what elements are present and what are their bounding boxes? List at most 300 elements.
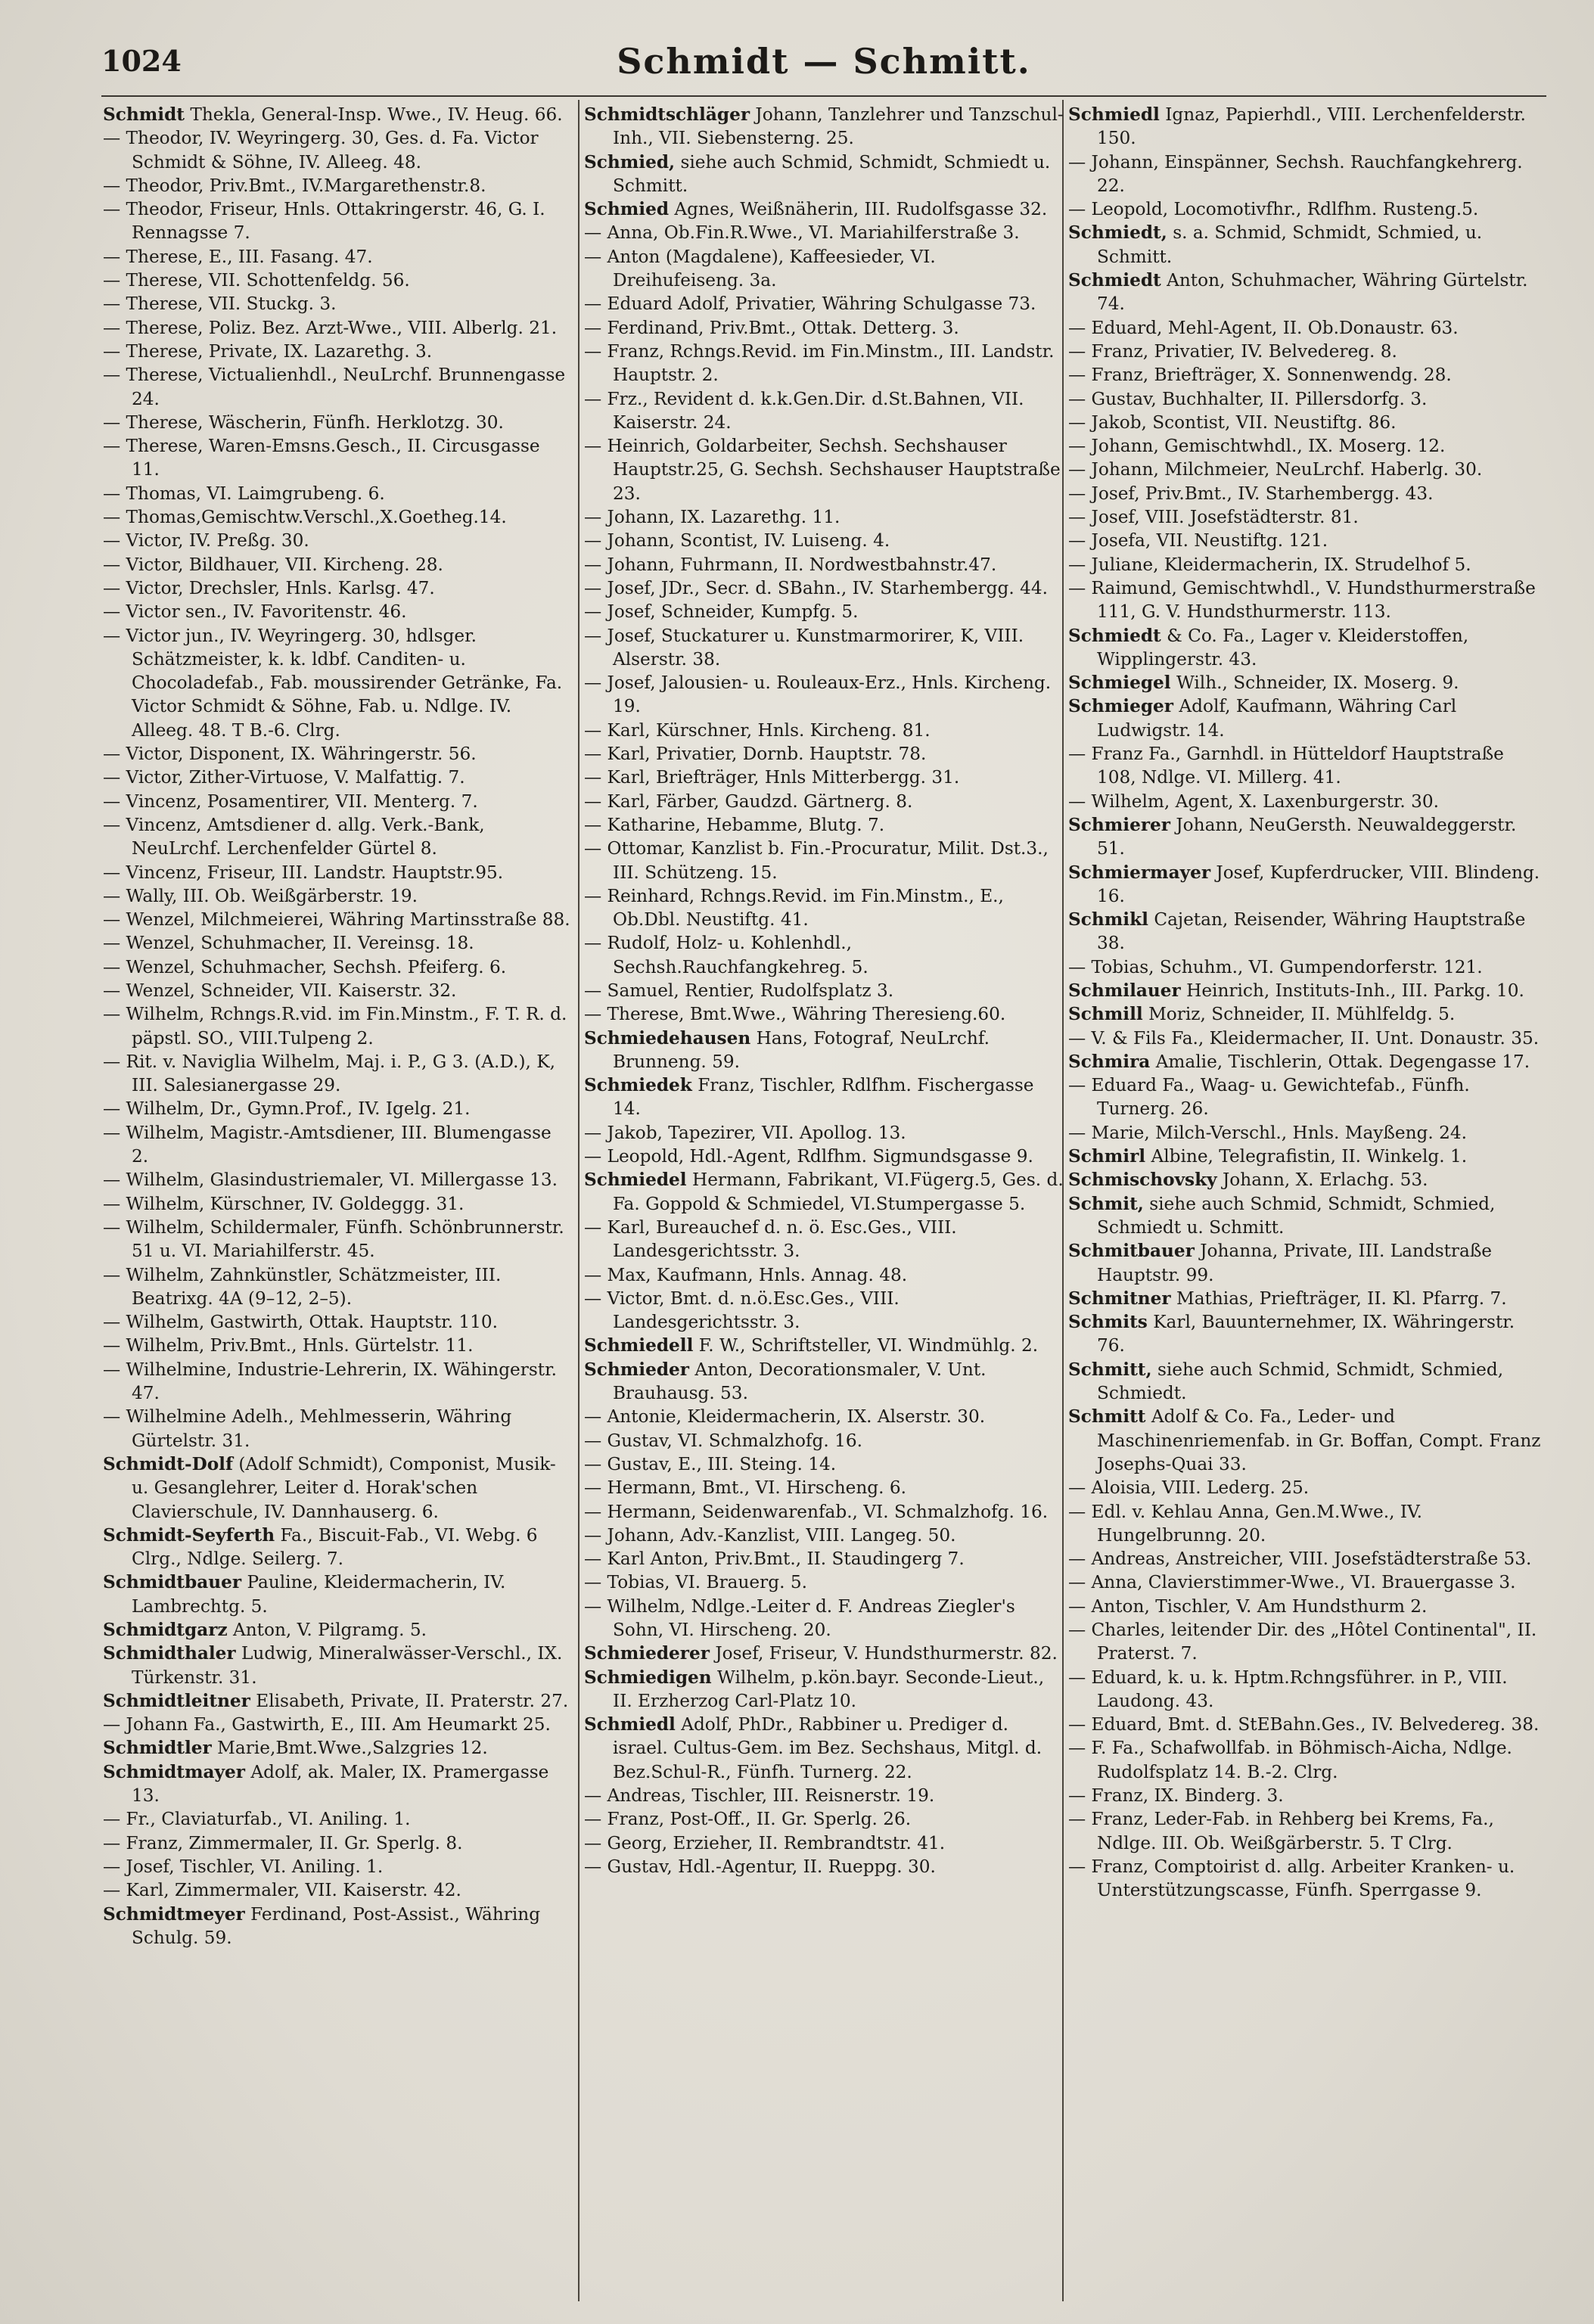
entry-text: — Karl, Briefträger, Hnls Mitterbergg. 31. (584, 767, 960, 788)
directory-entry (584, 245, 1065, 293)
entry-text: — Rudolf, Holz- u. Kohlenhdl., Sechsh.Rauchfangkehreg. 5. (584, 933, 868, 977)
directory-entry (584, 1145, 1065, 1168)
directory-entry (1068, 269, 1546, 316)
entry-text: Adolf, Kaufmann, Währing Carl Ludwigstr. 14. (1097, 696, 1457, 741)
entry-text: siehe auch Schmid, Schmidt, Schmiedt u. Schmitt. (613, 151, 1051, 196)
entry-text: — Wilhelm, Zahnkünstler, Schätzmeister, III. Beatrixg. 4A (9–12, 2–5). (103, 1264, 502, 1309)
running-head: Schmidt — Schmitt. (617, 41, 1031, 82)
directory-entry (1068, 955, 1546, 979)
column-divider (578, 100, 579, 2301)
directory-entry (103, 1358, 570, 1406)
directory-entry (584, 197, 1065, 221)
entry-text: — Wilhelmine, Industrie-Lehrerin, IX. Wähingerstr. 47. (103, 1359, 557, 1404)
entry-text: Heinrich, Instituts-Inh., III. Parkg. 10. (1186, 980, 1524, 1001)
directory-entry (103, 955, 570, 979)
directory-entry (1068, 1547, 1546, 1571)
entry-text: — Tobias, Schuhm., VI. Gumpendorferstr. 121. (1068, 956, 1483, 977)
entry-text: Albine, Telegrafistin, II. Winkelg. 1. (1151, 1146, 1468, 1167)
entry-text: — Therese, Waren-Emsns.Gesch., II. Circusgasse 11. (103, 436, 540, 480)
entry-surname: Schmiedt (1068, 625, 1161, 646)
entry-text: Wilh., Schneider, IX. Moserg. 9. (1176, 673, 1459, 694)
directory-entry (103, 1524, 570, 1571)
entry-text: Adolf, PhDr., Rabbiner u. Prediger d. israel. Cultus-Gem. im Bez. Sechshaus, Mitgl. d. Bez.Schul-R., Fünfh. Turnerg. 22. (613, 1714, 1042, 1782)
entry-text: Adolf & Co. Fa., Leder- und Maschinenriemenfab. in Gr. Boffan, Compt. Franz Josephs-Quai 33. (1097, 1406, 1541, 1474)
directory-entry (584, 151, 1065, 198)
entry-text: — Jakob, Scontist, VII. Neustiftg. 86. (1068, 412, 1397, 433)
entry-surname: Schmidt-Dolf (103, 1453, 233, 1474)
directory-entry (1068, 1713, 1546, 1736)
entry-text: Marie,Bmt.Wwe.,Salzgries 12. (217, 1738, 488, 1759)
entry-text: — Anna, Clavierstimmer-Wwe., VI. Brauergasse 3. (1068, 1572, 1516, 1593)
directory-entry (103, 1832, 570, 1855)
entry-text: — Franz, Comptoirist d. allg. Arbeiter Kranken- u. Unterstützungscasse, Fünfh. Sperrgasse 9. (1068, 1856, 1515, 1901)
entry-surname: Schmirl (1068, 1146, 1146, 1167)
entry-text: — Andreas, Tischler, III. Reisnerstr. 19. (584, 1785, 935, 1807)
directory-entry (1068, 1736, 1546, 1784)
entry-text: — Therese, Bmt.Wwe., Währing Theresieng.60. (584, 1004, 1006, 1025)
entry-text: — Johann, Fuhrmann, II. Nordwestbahnstr.47. (584, 554, 997, 575)
directory-entry (103, 1736, 570, 1760)
entry-text: — Therese, VII. Stuckg. 3. (103, 294, 337, 315)
entry-text: Mathias, Priefträger, II. Kl. Pfarrg. 7. (1176, 1288, 1507, 1309)
directory-entry (103, 790, 570, 813)
directory-entry (584, 1547, 1065, 1571)
entry-surname: Schmidtbauer (103, 1572, 242, 1593)
entry-text: — Gustav, Hdl.-Agentur, II. Rueppg. 30. (584, 1856, 936, 1877)
directory-entry (584, 1524, 1065, 1547)
directory-entry (103, 197, 570, 245)
directory-entry (1068, 1595, 1546, 1618)
directory-entry (1068, 1027, 1546, 1050)
entry-text: — Wenzel, Schuhmacher, II. Vereinsg. 18. (103, 933, 474, 954)
entry-text: — Hermann, Seidenwarenfab., VI. Schmalzhofg. 16. (584, 1501, 1049, 1522)
entry-text: — Wilhelm, Ndlge.-Leiter d. F. Andreas Ziegler's Sohn, VI. Hirscheng. 20. (584, 1595, 1015, 1640)
directory-entry (103, 245, 570, 269)
entry-text: — Jakob, Tapezirer, VII. Apollog. 13. (584, 1122, 906, 1143)
page-number: 1024 (101, 44, 182, 78)
entry-text: — Josef, Tischler, VI. Aniling. 1. (103, 1856, 384, 1877)
directory-entry (584, 1121, 1065, 1145)
directory-entry (584, 1855, 1065, 1878)
directory-entry (1068, 553, 1546, 576)
directory-entry (1068, 624, 1546, 672)
entry-text: Adolf, ak. Maler, IX. Pramergasse 13. (132, 1761, 549, 1807)
entry-text: Thekla, General-Insp. Wwe., IV. Heug. 66. (190, 104, 563, 125)
directory-entry (584, 884, 1065, 932)
entry-text: — Josef, JDr., Secr. d. SBahn., IV. Starhembergg. 44. (584, 577, 1048, 598)
directory-entry (103, 269, 570, 292)
entry-surname: Schmill (1068, 1004, 1143, 1025)
entry-text: — Karl, Kürschner, Hnls. Kircheng. 81. (584, 719, 931, 741)
entry-text: Johann, X. Erlachg. 53. (1223, 1170, 1428, 1191)
entry-text: — Georg, Erzieher, II. Rembrandtstr. 41. (584, 1832, 946, 1853)
entry-surname: Schmiederer (584, 1643, 710, 1664)
entry-text: — Theodor, Priv.Bmt., IV.Margarethenstr.8. (103, 175, 486, 196)
entry-text: — Karl, Privatier, Dornb. Hauptstr. 78. (584, 744, 927, 765)
directory-entry (584, 576, 1065, 600)
entry-text: — Tobias, VI. Brauerg. 5. (584, 1572, 807, 1593)
entry-text: — Leopold, Hdl.-Agent, Rdlfhm. Sigmundsgasse 9. (584, 1146, 1033, 1167)
directory-entry (103, 1168, 570, 1192)
entry-text: — Max, Kaufmann, Hnls. Annag. 48. (584, 1264, 908, 1285)
directory-entry (103, 576, 570, 600)
entry-text: — Josef, Stuckaturer u. Kunstmarmorirer, K, VIII. Alserstr. 38. (584, 625, 1024, 670)
entry-surname: Schmiedl (1068, 104, 1160, 125)
directory-entry (103, 600, 570, 623)
entry-surname: Schmidtler (103, 1738, 212, 1759)
entry-surname: Schmidtmeyer (103, 1903, 245, 1925)
directory-entry (103, 766, 570, 789)
entry-text: — Charles, leitender Dir. des „Hôtel Continental", II. Praterst. 7. (1068, 1620, 1537, 1664)
entry-surname: Schmiedigen (584, 1667, 712, 1688)
entry-surname: Schmitt, (1068, 1359, 1152, 1380)
entry-text: — Gustav, E., III. Steing. 14. (584, 1453, 837, 1474)
entry-text: — Wenzel, Milchmeierei, Währing Martinsstraße 88. (103, 909, 570, 931)
directory-entry (584, 742, 1065, 766)
entry-text: Pauline, Kleidermacherin, IV. Lambrechtg. 5. (132, 1572, 506, 1617)
directory-entry (103, 1097, 570, 1120)
entry-text: Ignaz, Papierhdl., VIII. Lerchenfelderstr. 150. (1097, 104, 1526, 149)
directory-entry (584, 1571, 1065, 1594)
entry-surname: Schmiedel (584, 1170, 687, 1191)
directory-entry (584, 1168, 1065, 1216)
directory-entry (584, 600, 1065, 623)
entry-text: — Josef, Jalousien- u. Rouleaux-Erz., Hnls. Kircheng. 19. (584, 673, 1052, 717)
directory-entry (103, 1903, 570, 1950)
directory-entry (1068, 1807, 1546, 1855)
entry-text: — Thomas, VI. Laimgrubeng. 6. (103, 483, 385, 504)
directory-entry (103, 1216, 570, 1263)
directory-entry (1068, 1358, 1546, 1406)
directory-entry (103, 1878, 570, 1902)
directory-entry (1068, 694, 1546, 742)
directory-entry (103, 103, 570, 126)
directory-entry (103, 931, 570, 955)
entry-text: siehe auch Schmid, Schmidt, Schmied, Schmiedt. (1097, 1359, 1504, 1404)
entry-surname: Schmidtleitner (103, 1690, 250, 1711)
directory-entry (103, 1855, 570, 1878)
directory-entry (1068, 458, 1546, 481)
entry-text: — Juliane, Kleidermacherin, IX. Strudelhof 5. (1068, 554, 1471, 575)
entry-surname: Schmiedell (584, 1335, 694, 1356)
entry-text: — Vincenz, Posamentirer, VII. Menterg. 7. (103, 791, 478, 812)
directory-entry (1068, 742, 1546, 790)
directory-entry (584, 1263, 1065, 1287)
entry-text: Franz, Tischler, Rdlfhm. Fischergasse 14. (613, 1075, 1034, 1120)
entry-text: — Johann, Einspänner, Sechsh. Rauchfangkehrerg. 22. (1068, 151, 1523, 196)
entry-text: Ludwig, Mineralwässer-Verschl., IX. Türkenstr. 31. (132, 1643, 563, 1688)
entry-text: — Johann Fa., Gastwirth, E., III. Am Heumarkt 25. (103, 1714, 551, 1735)
entry-text: Wilhelm, p.kön.bayr. Seconde-Lieut., II. Erzherzog Carl-Platz 10. (613, 1667, 1045, 1711)
directory-entry (103, 482, 570, 505)
directory-entry (103, 1121, 570, 1169)
entry-surname: Schmikl (1068, 909, 1148, 931)
directory-entry (1068, 1855, 1546, 1903)
entry-surname: Schmitbauer (1068, 1241, 1195, 1262)
entry-text: — Ferdinand, Priv.Bmt., Ottak. Detterg. 3. (584, 317, 959, 338)
directory-entry (584, 790, 1065, 813)
entry-text: — Frz., Revident d. k.k.Gen.Dir. d.St.Bahnen, VII. Kaiserstr. 24. (584, 388, 1024, 433)
entry-text: — Eduard, Bmt. d. StEBahn.Ges., IV. Belvedereg. 38. (1068, 1714, 1540, 1735)
directory-entry (584, 505, 1065, 529)
entry-text: Anton, Decorationsmaler, V. Unt. Brauhausg. 53. (613, 1359, 987, 1404)
directory-entry (1068, 103, 1546, 151)
entry-text: — Wilhelm, Gastwirth, Ottak. Hauptstr. 110. (103, 1312, 499, 1333)
directory-entry (103, 434, 570, 482)
entry-text: — V. & Fils Fa., Kleidermacher, II. Unt. Donaustr. 35. (1068, 1027, 1540, 1049)
entry-surname: Schmiedl (584, 1714, 676, 1735)
entry-text: Elisabeth, Private, II. Praterstr. 27. (256, 1690, 569, 1711)
entry-text: — Wilhelm, Priv.Bmt., Hnls. Gürtelstr. 11. (103, 1335, 474, 1356)
entry-text: — Eduard, Mehl-Agent, II. Ob.Donaustr. 63. (1068, 317, 1459, 338)
directory-entry (103, 1263, 570, 1311)
directory-entry (1068, 363, 1546, 387)
directory-entry (1068, 316, 1546, 340)
entry-text: Anton, V. Pilgramg. 5. (233, 1620, 427, 1640)
directory-entry (584, 1334, 1065, 1357)
entry-text: — Franz, Briefträger, X. Sonnenwendg. 28. (1068, 365, 1452, 386)
entry-text: (Adolf Schmidt), Componist, Musik- u. Gesanglehrer, Leiter d. Horak'schen Clavierschule, IV. Dannhauserg. 6. (132, 1453, 556, 1522)
entry-text: Josef, Friseur, V. Hundsthurmerstr. 82. (715, 1643, 1058, 1664)
entry-text: — Wilhelm, Schildermaler, Fünfh. Schönbrunnerstr. 51 u. VI. Mariahilferstr. 45. (103, 1216, 564, 1262)
entry-text: — Therese, VII. Schottenfeldg. 56. (103, 270, 410, 291)
directory-entry (1068, 1287, 1546, 1310)
entry-text: — Raimund, Gemischtwhdl., V. Hundsthurmerstraße 111, G. V. Hundsthurmerstr. 113. (1068, 577, 1536, 623)
entry-text: — Therese, Poliz. Bez. Arzt-Wwe., VIII. Alberlg. 21. (103, 317, 558, 338)
directory-entry (103, 1807, 570, 1831)
entry-surname: Schmitner (1068, 1288, 1171, 1309)
entry-text: — Katharine, Hebamme, Blutg. 7. (584, 814, 885, 835)
entry-text: Anton, Schuhmacher, Währing Gürtelstr. 74. (1097, 270, 1528, 315)
entry-text: Cajetan, Reisender, Währing Hauptstraße 38. (1097, 909, 1526, 954)
directory-entry (1068, 576, 1546, 624)
directory-entry (584, 1595, 1065, 1642)
directory-entry (1068, 1405, 1546, 1476)
directory-entry (1068, 1168, 1546, 1192)
entry-text: — F. Fa., Schafwollfab. in Böhmisch-Aicha, Ndlge. Rudolfsplatz 14. B.-2. Clrg. (1068, 1738, 1512, 1782)
entry-text: — Johann, Adv.-Kanzlist, VIII. Langeg. 50. (584, 1524, 956, 1546)
entry-text: — Hermann, Bmt., VI. Hirscheng. 6. (584, 1477, 907, 1499)
directory-entry (103, 624, 570, 742)
entry-text: & Co. Fa., Lager v. Kleiderstoffen, Wipplingerstr. 43. (1097, 625, 1469, 670)
entry-text: — Victor, Zither-Virtuose, V. Malfattig. 7. (103, 767, 465, 788)
entry-text: — Karl Anton, Priv.Bmt., II. Staudingerg 7. (584, 1549, 965, 1570)
entry-text: — Wenzel, Schneider, VII. Kaiserstr. 32. (103, 980, 457, 1001)
entry-text: — Antonie, Kleidermacherin, IX. Alserstr. 30. (584, 1406, 986, 1428)
directory-entry (1068, 1073, 1546, 1121)
directory-entry (1068, 813, 1546, 861)
directory-entry (103, 529, 570, 552)
entry-text: Josef, Kupferdrucker, VIII. Blindeng. 16. (1097, 862, 1540, 906)
directory-entry (103, 1405, 570, 1452)
entry-text: — Marie, Milch-Verschl., Hnls. Mayßeng. 24. (1068, 1122, 1467, 1143)
directory-entry (103, 884, 570, 908)
entry-surname: Schmidthaler (103, 1643, 236, 1664)
entry-text: — Franz, Zimmermaler, II. Gr. Sperlg. 8. (103, 1832, 463, 1853)
entry-text: — Therese, Victualienhdl., NeuLrchf. Brunnengasse 24. (103, 365, 566, 409)
directory-entry (1068, 529, 1546, 552)
directory-entry (584, 671, 1065, 719)
directory-entry (584, 1216, 1065, 1263)
entry-text: — Therese, Wäscherin, Fünfh. Herklotzg. 30. (103, 412, 504, 433)
directory-entry (1068, 1002, 1546, 1026)
entry-text: — Josef, VIII. Josefstädterstr. 81. (1068, 507, 1359, 528)
entry-text: — Victor jun., IV. Weyringerg. 30, hdlsger. Schätzmeister, k. k. ldbf. Canditen- u. Chocoladefab., Fab. moussirender Getränke, Fa. Victor Schmidt & Söhne, Fab. u. Ndlge. IV. Alleeg. 48. T B.-6. Clrg. (103, 625, 563, 741)
entry-text: — Andreas, Anstreicher, VIII. Josefstädterstraße 53. (1068, 1549, 1532, 1570)
directory-entry (584, 1027, 1065, 1074)
column-1 (103, 103, 570, 2289)
entry-text: Karl, Bauunternehmer, IX. Währingerstr. 76. (1097, 1312, 1515, 1356)
entry-text: Johanna, Private, III. Landstraße Hauptstr. 99. (1097, 1241, 1493, 1285)
entry-text: — Wilhelm, Kürschner, IV. Goldeggg. 31. (103, 1193, 465, 1214)
entry-text: — Johann, Scontist, IV. Luiseng. 4. (584, 530, 890, 551)
directory-entry (103, 505, 570, 529)
directory-entry (103, 340, 570, 363)
entry-text: Johann, Tanzlehrer und Tanzschul-Inh., VII. Siebensterng. 25. (613, 104, 1064, 149)
directory-entry (1068, 151, 1546, 198)
directory-entry (103, 553, 570, 576)
directory-entry (1068, 1571, 1546, 1594)
entry-text: Hermann, Fabrikant, VI.Fügerg.5, Ges. d. Fa. Goppold & Schmiedel, VI.Stumpergasse 5. (613, 1170, 1064, 1214)
entry-text: — Victor, Bmt. d. n.ö.Esc.Ges., VIII. Landesgerichtsstr. 3. (584, 1288, 900, 1333)
directory-entry (103, 292, 570, 315)
entry-text: — Franz, IX. Binderg. 3. (1068, 1785, 1284, 1807)
entry-text: Fa., Biscuit-Fab., VI. Webg. 6 Clrg., Ndlge. Seilerg. 7. (132, 1524, 538, 1570)
entry-text: — Josefa, VII. Neustiftg. 121. (1068, 530, 1328, 551)
entry-text: — Anton, Tischler, V. Am Hundsthurm 2. (1068, 1595, 1428, 1617)
directory-entry (1068, 1050, 1546, 1073)
entry-text: — Karl, Zimmermaler, VII. Kaiserstr. 42. (103, 1880, 461, 1901)
entry-surname: Schmiedek (584, 1075, 692, 1096)
entry-text: — Karl, Färber, Gaudzd. Gärtnerg. 8. (584, 791, 913, 812)
entry-surname: Schmilauer (1068, 980, 1181, 1001)
entry-text: — Victor, Drechsler, Hnls. Karlsg. 47. (103, 577, 435, 598)
entry-surname: Schmiedt, (1068, 222, 1167, 244)
entry-text: — Leopold, Locomotivfhr., Rdlfhm. Rusteng.5. (1068, 199, 1479, 220)
entry-text: — Eduard, k. u. k. Hptm.Rchngsführer. in P., VIII. Laudong. 43. (1068, 1667, 1508, 1711)
entry-text: — Fr., Claviaturfab., VI. Aniling. 1. (103, 1809, 411, 1830)
entry-text: — Victor, IV. Preßg. 30. (103, 530, 309, 551)
entry-surname: Schmieder (584, 1359, 690, 1380)
entry-text: — Franz, Rchngs.Revid. im Fin.Minstm., III. Landstr. Hauptstr. 2. (584, 340, 1055, 386)
entry-surname: Schmischovsky (1068, 1170, 1217, 1191)
entry-text: — Reinhard, Rchngs.Revid. im Fin.Minstm., E., Ob.Dbl. Neustiftg. 41. (584, 885, 1004, 931)
directory-entry (103, 1618, 570, 1642)
directory-entry (1068, 434, 1546, 458)
directory-entry (103, 813, 570, 861)
directory-entry (103, 1050, 570, 1098)
entry-text: — Theodor, Friseur, Hnls. Ottakringerstr. 46, G. I. Rennagsse 7. (103, 199, 545, 244)
directory-entry (103, 1713, 570, 1736)
entry-text: Amalie, Tischlerin, Ottak. Degengasse 17. (1155, 1051, 1530, 1072)
entry-text: — Victor sen., IV. Favoritenstr. 46. (103, 601, 407, 623)
directory-entry (584, 1405, 1065, 1428)
directory-entry (584, 221, 1065, 244)
directory-entry (584, 1002, 1065, 1026)
entry-text: — Thomas,Gemischtw.Verschl.,X.Goetheg.14. (103, 507, 507, 528)
entry-text: — Karl, Bureauchef d. n. ö. Esc.Ges., VIII. Landesgerichtsstr. 3. (584, 1216, 957, 1262)
entry-surname: Schmits (1068, 1312, 1148, 1333)
directory-entry (584, 292, 1065, 315)
entry-surname: Schmiermayer (1068, 862, 1211, 883)
entry-text: — Therese, E., III. Fasang. 47. (103, 246, 373, 267)
entry-text: — Johann, Milchmeier, NeuLrchf. Haberlg. 30. (1068, 459, 1483, 480)
directory-entry (584, 837, 1065, 884)
directory-entry (103, 1310, 570, 1334)
entry-text: — Wilhelmine Adelh., Mehlmesserin, Währing Gürtelstr. 31. (103, 1406, 512, 1451)
directory-entry (584, 1500, 1065, 1524)
directory-entry (1068, 1618, 1546, 1666)
directory-entry (103, 1642, 570, 1689)
directory-entry (1068, 340, 1546, 363)
directory-entry (103, 908, 570, 931)
entry-text: F. W., Schriftsteller, VI. Windmühlg. 2. (698, 1335, 1039, 1356)
directory-entry (584, 1666, 1065, 1713)
directory-entry (103, 861, 570, 884)
entry-text: — Eduard Fa., Waag- u. Gewichtefab., Fünfh. Turnerg. 26. (1068, 1075, 1470, 1120)
directory-entry (584, 1807, 1065, 1831)
entry-text: — Josef, Priv.Bmt., IV. Starhembergg. 43. (1068, 483, 1434, 504)
directory-entry (1068, 1666, 1546, 1713)
entry-text: — Therese, Private, IX. Lazarethg. 3. (103, 340, 433, 362)
directory-entry (584, 316, 1065, 340)
directory-entry (1068, 387, 1546, 411)
entry-text: Ferdinand, Post-Assist., Währing Schulg. 59. (132, 1903, 541, 1948)
entry-text: — Rit. v. Naviglia Wilhelm, Maj. i. P., G 3. (A.D.), K, III. Salesianergasse 29. (103, 1051, 555, 1096)
directory-entry (584, 979, 1065, 1002)
entry-text: — Wally, III. Ob. Weißgärberstr. 19. (103, 885, 418, 906)
directory-entry (584, 1784, 1065, 1807)
entry-text: — Wilhelm, Glasindustriemaler, VI. Millergasse 13. (103, 1170, 558, 1191)
entry-surname: Schmitt (1068, 1406, 1146, 1428)
entry-text: — Johann, Gemischtwhdl., IX. Moserg. 12. (1068, 436, 1446, 457)
column-2 (584, 103, 1065, 2289)
directory-entry (584, 340, 1065, 387)
directory-entry (584, 1358, 1065, 1406)
directory-entry (1068, 861, 1546, 909)
entry-text: — Eduard Adolf, Privatier, Währing Schulgasse 73. (584, 294, 1036, 315)
directory-entry (584, 1429, 1065, 1452)
page-header (101, 41, 1546, 97)
entry-text: s. a. Schmid, Schmidt, Schmied, u. Schmitt. (1097, 222, 1483, 267)
entry-text: Agnes, Weißnäherin, III. Rudolfsgasse 32. (674, 199, 1048, 220)
directory-entry (1068, 505, 1546, 529)
entry-text: — Gustav, Buchhalter, II. Pillersdorfg. 3. (1068, 388, 1428, 409)
directory-entry (1068, 790, 1546, 813)
entry-text: — Anna, Ob.Fin.R.Wwe., VI. Mariahilferstraße 3. (584, 222, 1020, 244)
directory-entry (584, 719, 1065, 742)
directory-entry (1068, 1192, 1546, 1240)
directory-entry (1068, 1239, 1546, 1287)
directory-entry (1068, 671, 1546, 694)
entry-text: — Theodor, IV. Weyringerg. 30, Ges. d. Fa. Victor Schmidt & Söhne, IV. Alleeg. 48. (103, 128, 539, 172)
directory-entry (584, 1476, 1065, 1499)
entry-text: — Wilhelm, Rchngs.R.vid. im Fin.Minstm., F. T. R. d. päpstl. SO., VIII.Tulpeng 2. (103, 1004, 567, 1049)
directory-entry (584, 624, 1065, 672)
directory-entry (584, 387, 1065, 435)
entry-surname: Schmiedt (1068, 270, 1161, 291)
entry-text: — Johann, IX. Lazarethg. 11. (584, 507, 841, 528)
entry-text: — Wilhelm, Magistr.-Amtsdiener, III. Blumengasse 2. (103, 1122, 552, 1167)
entry-text: — Samuel, Rentier, Rudolfsplatz 3. (584, 980, 894, 1001)
entry-surname: Schmidt (103, 104, 185, 125)
directory-entry (103, 126, 570, 174)
directory-entry (1068, 1310, 1546, 1358)
directory-entry (103, 1689, 570, 1713)
directory-entry (103, 174, 570, 197)
entry-text: — Ottomar, Kanzlist b. Fin.-Procuratur, Milit. Dst.3., III. Schützeng. 15. (584, 838, 1049, 883)
directory-entry (1068, 1784, 1546, 1807)
